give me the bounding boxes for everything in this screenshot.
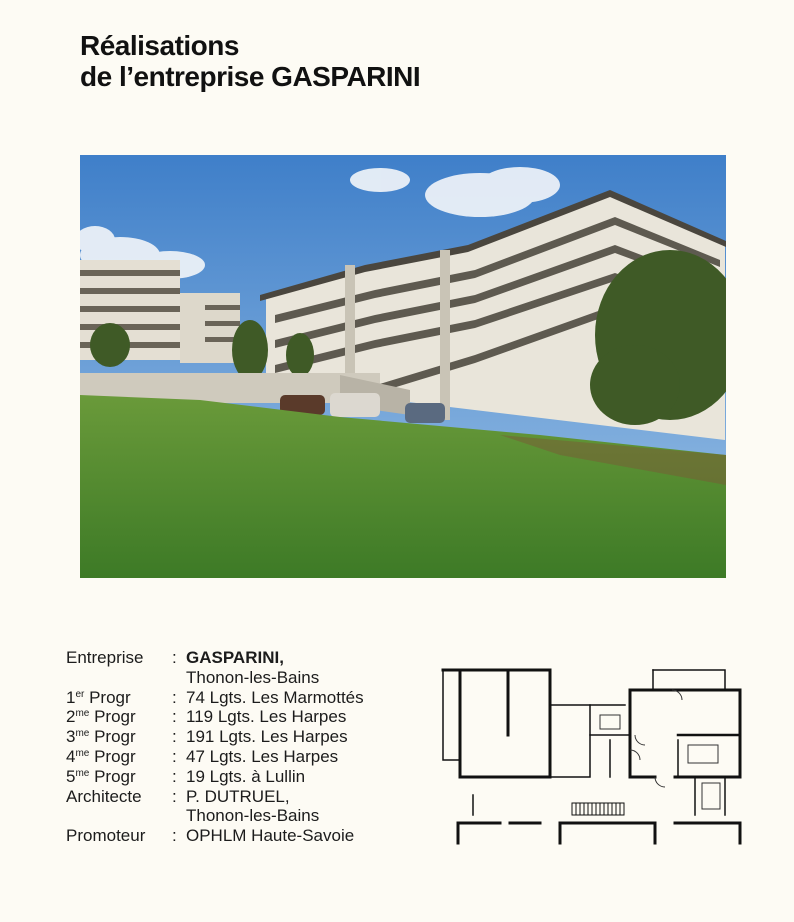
detail-label: 1er Progr	[66, 687, 131, 707]
detail-separator	[172, 806, 186, 826]
detail-value: P. DUTRUEL,	[186, 786, 290, 806]
title-line-1: Réalisations	[80, 30, 239, 61]
detail-value: Thonon-les-Bains	[186, 806, 320, 826]
detail-separator: :	[172, 648, 177, 667]
detail-row	[66, 668, 406, 688]
detail-value: 119 Lgts. Les Harpes	[186, 707, 347, 727]
detail-value: 74 Lgts. Les Marmottés	[186, 687, 364, 707]
project-details	[66, 648, 406, 846]
detail-label: $3^{me}$ Progr	[66, 727, 136, 747]
detail-row	[66, 707, 406, 727]
detail-label	[66, 806, 172, 826]
floor-plan	[440, 665, 750, 845]
detail-label: Promoteur	[66, 826, 146, 846]
detail-value: 191 Lgts. Les Harpes	[186, 727, 348, 747]
detail-value: Thonon-les-Bains	[186, 667, 320, 687]
detail-value: GASPARINI,	[186, 648, 284, 667]
title-line-2: de l’entreprise GASPARINI	[80, 61, 421, 92]
detail-row	[66, 806, 406, 826]
detail-row	[66, 648, 406, 668]
detail-row	[66, 767, 406, 787]
detail-separator: :	[172, 707, 177, 727]
detail-separator	[172, 668, 186, 688]
detail-label: Architecte	[66, 786, 142, 806]
detail-row	[66, 826, 406, 846]
detail-row	[66, 787, 406, 807]
detail-row	[66, 688, 406, 708]
detail-separator: :	[172, 727, 177, 747]
detail-value: 47 Lgts. Les Harpes	[186, 746, 339, 766]
detail-value: 19 Lgts. à Lullin	[186, 766, 306, 786]
detail-row	[66, 747, 406, 767]
detail-separator: :	[172, 766, 177, 786]
detail-label: $2^{me}$ Progr	[66, 707, 136, 727]
building-photo	[80, 155, 726, 578]
detail-row	[66, 727, 406, 747]
detail-value: OPHLM Haute-Savoie	[186, 826, 355, 846]
detail-label: Entreprise	[66, 648, 144, 667]
detail-separator: :	[172, 746, 177, 766]
detail-label: $5^{me}$ Progr	[66, 766, 136, 786]
page-title	[80, 30, 420, 92]
detail-separator: :	[172, 786, 177, 806]
detail-separator: :	[172, 826, 177, 846]
detail-label: $4^{me}$ Progr	[66, 746, 136, 766]
detail-label	[66, 668, 172, 688]
detail-separator: :	[172, 687, 177, 707]
